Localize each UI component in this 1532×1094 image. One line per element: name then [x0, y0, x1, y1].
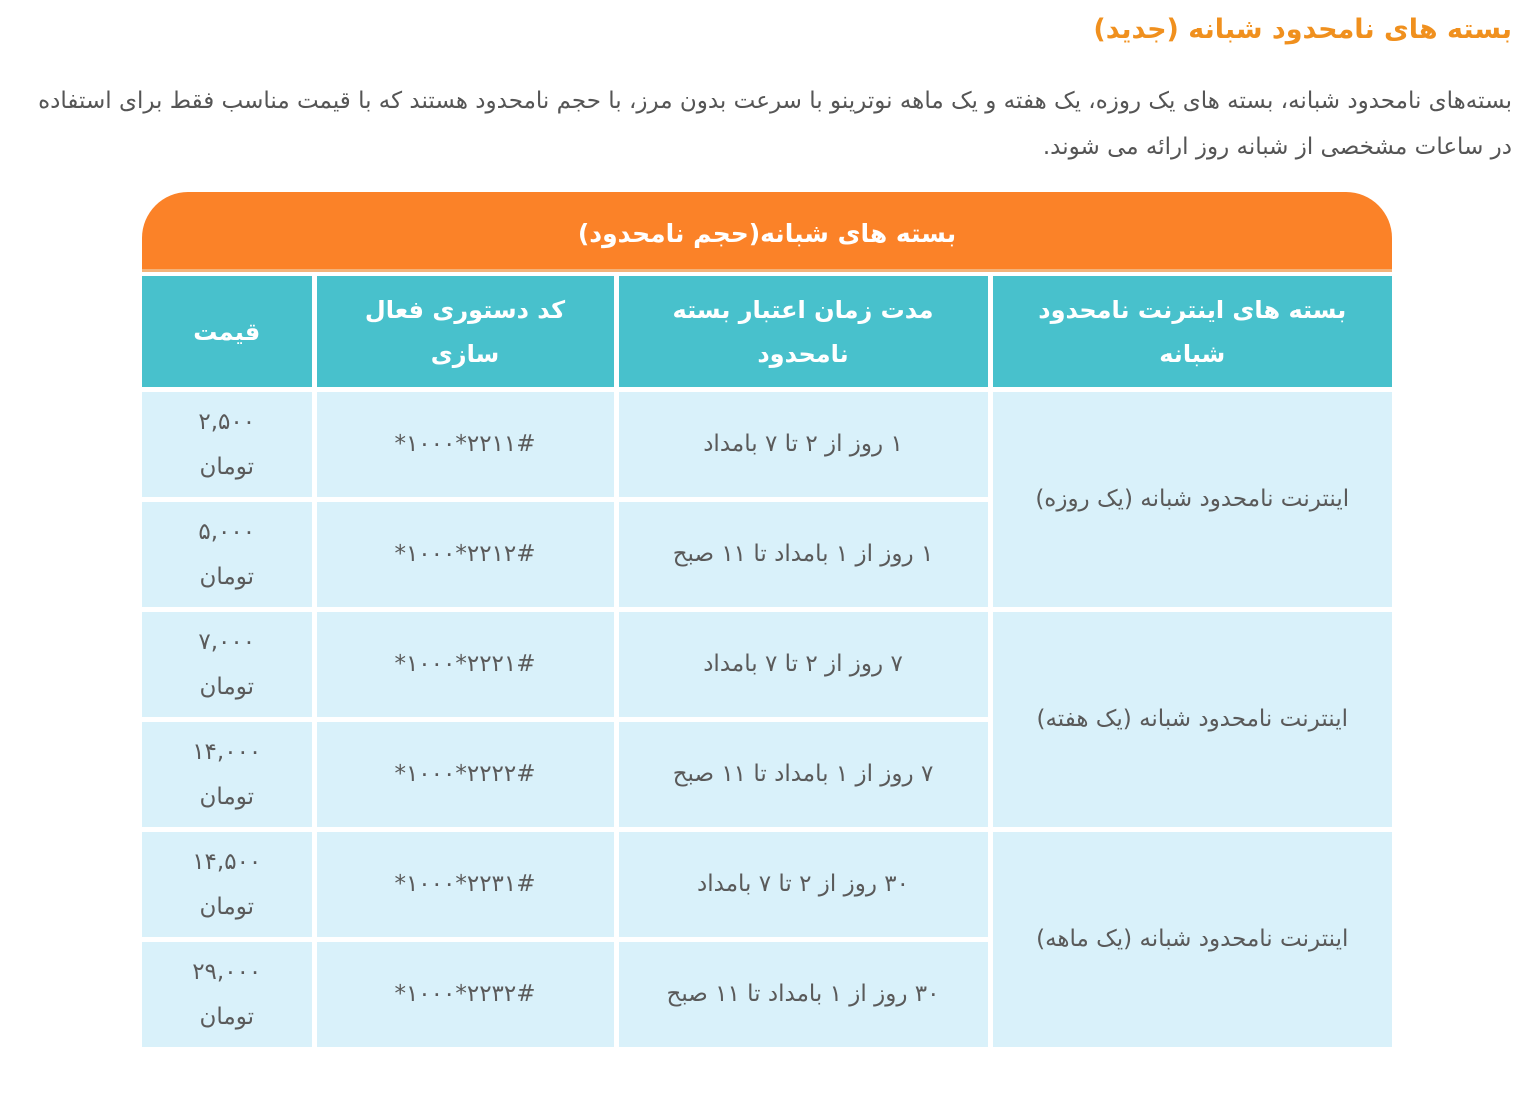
price-cell [142, 940, 314, 1050]
price-unit: تومان [199, 1003, 254, 1030]
header-code: کد دستوری فعال سازی [314, 276, 616, 390]
activation-code: *۱۰۰۰*۲۲۱۲# [394, 541, 536, 567]
table-row [142, 610, 1392, 720]
price-unit: تومان [199, 783, 254, 810]
duration-cell: ۳۰ روز از ۱ بامداد تا ۱۱ صبح [616, 940, 990, 1050]
table-header-row [142, 276, 1392, 390]
price-cell [142, 390, 314, 500]
table-row [142, 390, 1392, 500]
page-title: بسته های نامحدود شبانه (جدید) [1093, 14, 1512, 45]
price-cell [142, 610, 314, 720]
duration-cell: ۷ روز از ۱ بامداد تا ۱۱ صبح [616, 720, 990, 830]
header-package: بسته های اینترنت نامحدود شبانه [990, 276, 1392, 390]
price-unit: تومان [199, 453, 254, 480]
package-name-cell: اینترنت نامحدود شبانه (یک روزه) [990, 390, 1392, 610]
price-unit: تومان [199, 673, 254, 700]
packages-table [142, 276, 1392, 1052]
package-name-cell: اینترنت نامحدود شبانه (یک ماهه) [990, 830, 1392, 1050]
activation-code: *۱۰۰۰*۲۲۱۱# [394, 431, 536, 457]
price-unit: تومان [199, 563, 254, 590]
package-name-cell: اینترنت نامحدود شبانه (یک هفته) [990, 610, 1392, 830]
activation-code: *۱۰۰۰*۲۲۲۲# [394, 761, 536, 787]
header-duration: مدت زمان اعتبار بسته نامحدود [616, 276, 990, 390]
duration-cell: ۱ روز از ۲ تا ۷ بامداد [616, 390, 990, 500]
table-row [142, 830, 1392, 940]
duration-cell: ۱ روز از ۱ بامداد تا ۱۱ صبح [616, 500, 990, 610]
price-value: ۱۴,۵۰۰ [192, 848, 262, 875]
price-value: ۲,۵۰۰ [198, 408, 256, 435]
code-cell [314, 610, 616, 720]
price-cell [142, 500, 314, 610]
code-cell [314, 390, 616, 500]
activation-code: *۱۰۰۰*۲۲۲۱# [394, 651, 536, 677]
code-cell [314, 500, 616, 610]
price-cell [142, 830, 314, 940]
header-price: قیمت [142, 276, 314, 390]
price-cell [142, 720, 314, 830]
intro-paragraph: بسته‌های نامحدود شبانه، بسته های یک روزه، یک هفته و یک ماهه نوترینو با سرعت بدون مرز، با حجم نامحدود هستند که با قیمت مناسب فقط برای استفاده در ساعات مشخصی از شبانه روز ارائه می شوند. [38, 88, 1512, 160]
price-value: ۵,۰۰۰ [198, 518, 256, 545]
activation-code: *۱۰۰۰*۲۲۳۱# [394, 871, 536, 897]
code-cell [314, 830, 616, 940]
price-value: ۱۴,۰۰۰ [192, 738, 262, 765]
duration-cell: ۳۰ روز از ۲ تا ۷ بامداد [616, 830, 990, 940]
price-value: ۷,۰۰۰ [198, 628, 256, 655]
price-value: ۲۹,۰۰۰ [192, 958, 262, 985]
duration-cell: ۷ روز از ۲ تا ۷ بامداد [616, 610, 990, 720]
code-cell [314, 720, 616, 830]
table-caption: بسته های شبانه(حجم نامحدود) [142, 192, 1392, 272]
packages-table-container [142, 192, 1392, 1052]
code-cell [314, 940, 616, 1050]
activation-code: *۱۰۰۰*۲۲۳۲# [394, 981, 536, 1007]
price-unit: تومان [199, 893, 254, 920]
